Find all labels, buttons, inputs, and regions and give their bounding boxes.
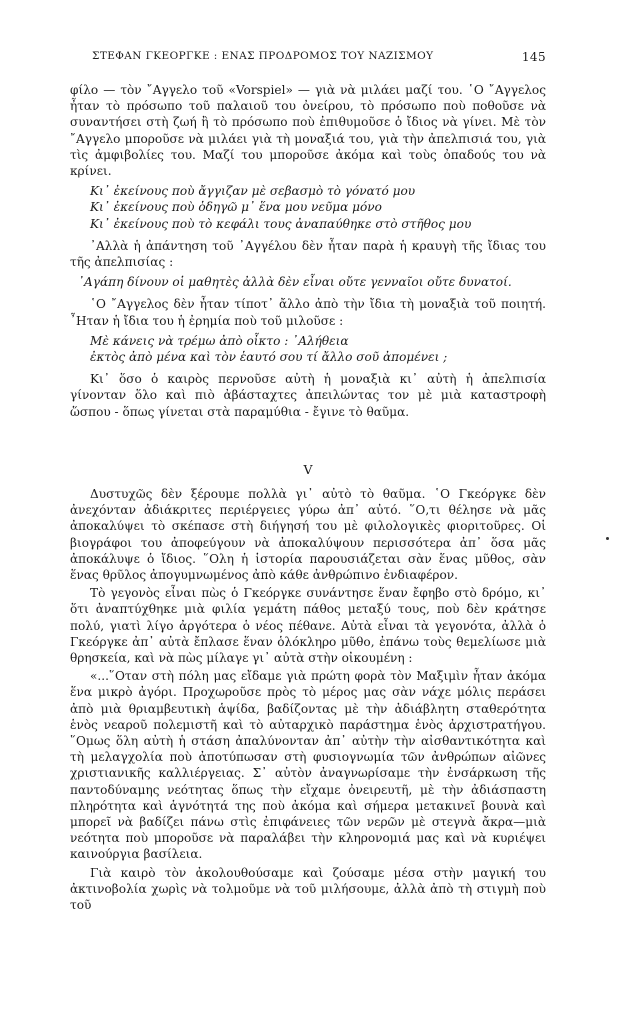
- verse-line: ἐκτὸς ἀπὸ μένα καὶ τὸν ἑαυτό σου τί ἄλλο σοῦ ἀπομένει ;: [90, 350, 448, 365]
- verse-line: Μὲ κάνεις νὰ τρέμω ἀπὸ οἶκτο : ᾿Αλήθεια: [90, 333, 349, 348]
- paragraph-2: ᾿Αλλὰ ἡ ἀπάντηση τοῦ ᾿Αγγέλου δὲν ἦταν παρὰ ἡ κραυγὴ τῆς ἴδιας του τῆς ἀπελπισίας :: [70, 238, 546, 270]
- paragraph-1: φίλο — τὸν ῎Αγγελο τοῦ «Vorspiel» — γιὰ νὰ μιλάει μαζί του. ῾Ο ῎Αγγελος ἦταν τὸ πρόσωπο τοῦ παλαιοῦ του ὀνείρου, τὸ πρόσωπο ποὺ ποθοῦσε νὰ συναντήσει στὴ ζωή ἢ τὸ πρόσωπο ποὺ ἐπιθυμοῦσε ὁ ἴδιος νὰ γίνει. Μὲ τὸν ῎Αγγελο μποροῦσε νὰ μιλάει γιὰ τὴ μοναξιά του, γιὰ τὴν ἀπελπισιά του, γιὰ τὶς ἀμφιβολίες του. Μαζί του μποροῦσε ἀκόμα καὶ τοὺς ὀπαδούς του νὰ κρίνει.: [70, 83, 546, 179]
- paragraph-8: Γιὰ καιρὸ τὸν ἀκολουθούσαμε καὶ ζούσαμε μέσα στὴν μαγική του ἀκτινοβολία χωρὶς νὰ τολμοῦμε νὰ τοῦ μιλήσουμε, ἀλλὰ ἀπὸ τὴ στιγμὴ ποὺ τοῦ: [70, 865, 546, 913]
- paragraph-4: Κι᾿ ὅσο ὁ καιρὸς περνοῦσε αὐτὴ ἡ μοναξιὰ κι᾿ αὐτὴ ἡ ἀπελπισία γίνονταν ὅλο καὶ πιὸ ἀβάσταχτες ἀπειλώντας τον μὲ μιὰ καταστροφὴ ὥσπου - ὅπως γίνεται στὰ παραμύθια - ἔγινε τὸ θαῦμα.: [70, 372, 546, 419]
- text-block-2: [70, 486, 546, 915]
- paragraph-7: «...῞Οταν στὴ πόλη μας εἴδαμε γιὰ πρώτη φορὰ τὸν Μαξιμὶν ἦταν ἀκόμα ἕνα μικρὸ ἀγόρι. Προχωροῦσε πρὸς τὸ μέρος μας σὰν νάχε μόλις περάσει ἀπὸ μιὰ θριαμβευτικὴ ἁψίδα, βαδίζοντας μὲ τὴν ἀδιάβλητη σταθερότητα ἑνὸς νεαροῦ πολεμιστῆ καὶ τὸ αὐταρχικὸ παράστημα ἑνὸς ἀρχιστρατήγου. ῞Ομως ὅλη αὐτὴ ἡ στάση ἀπαλύνονταν ἀπ᾿ αὐτὴν τὴν αἰσθαντικότητα καὶ τὴ μελαγχολία ποὺ ἀποτύπωσαν στὴ φυσιογνωμία τῶν ἀνθρώπων αἰῶνες χριστιανικῆς καλλιέργειας. Σ᾿ αὐτὸν ἀναγνωρίσαμε τὴν ἐνσάρκωση τῆς παντοδύναμης νεότητας ὅπως τὴν εἴχαμε ὀνειρευτῆ, μὲ τὴν ἀδιάσπαστη πληρότητα καὶ ἁγνότητά της ποὺ ἀκόμα καὶ σήμερα μετακινεῖ βουνὰ καὶ μπορεῖ νὰ βαδίζει πάνω στὶς ἐπιφάνειες τῶν νερῶν μὲ στεγνὰ ἄκρα—μιὰ νεότητα ποὺ μποροῦσε νὰ παραλάβει τὴν κληρονομιά μας καὶ νὰ κυριέψει καινούργια βασίλεια.: [70, 669, 546, 862]
- margin-speck: [606, 537, 609, 540]
- quote-line: ᾿Αγάπη δίνουν οἱ μαθητὲς ἀλλὰ δὲν εἶναι οὔτε γενναῖοι οὔτε δυνατοί.: [78, 275, 512, 290]
- paragraph-5: Δυστυχῶς δὲν ξέρουμε πολλὰ γι᾿ αὐτὸ τὸ θαῦμα. ῾Ο Γκεόργκε δὲν ἀνεχόνταν ἀδιάκριτες περιέργειες γύρω ἀπ᾿ αὐτό. ῞Ο,τι θέλησε νὰ μᾶς ἀποκαλύψει τὸ σκέπασε στὴ διήγησή του μὲ φιλολογικὲς φιοριτοῦρες. Οἱ βιογράφοι του ἀποφεύγουν νὰ ἀποκαλύψουν περισσότερα ἀπ᾿ ὅσα μᾶς ἀποκάλυψε ὁ ἴδιος. ῞Ολη ἡ ἱστορία παρουσιάζεται σὰν ἕνας μῦθος, σὰν ἕνας θρῦλος ἀπογυμνωμένος ἀπὸ κάθε ἀνθρώπινο ἐνδιαφέρον.: [70, 487, 546, 583]
- verse-line: Κι᾿ ἐκείνους ποὺ ὁδηγῶ μ᾿ ἕνα μου νεῦμα μόνο: [90, 200, 382, 215]
- verse-block-2: [90, 333, 546, 365]
- paragraph-3: ῾Ο ῎Αγγελος δὲν ἦταν τίποτ᾿ ἄλλο ἀπὸ τὴν ἴδια τὴ μοναξιὰ τοῦ ποιητή. ῏Ηταν ἡ ἴδια του ἡ ἐρημία ποὺ τοῦ μιλοῦσε :: [70, 297, 546, 328]
- page-number: 145: [521, 50, 546, 64]
- paragraph-6: Τὸ γεγονὸς εἶναι πὼς ὁ Γκεόργκε συνάντησε ἕναν ἔφηβο στὸ δρόμο, κι᾿ ὅτι ἀναπτύχθηκε μιὰ φιλία γεμάτη πάθος μεταξύ τους, ποὺ δὲν κράτησε πολύ, γιατὶ λίγο ἀργότερα ὁ νέος πέθανε. Αὐτὰ εἶναι τὰ γεγονότα, ἀλλὰ ὁ Γκεόργκε ἀπ᾿ αὐτὰ ἔπλασε ἕναν ὁλόκληρο μῦθο, ἐπάνω τοὺς θεμελίωσε μιὰ θρησκεία, καὶ νὰ πὼς μίλαγε γι᾿ αὐτὰ στὴν οἰκουμένη :: [70, 586, 546, 666]
- verse-line: Κι᾿ ἐκείνους ποὺ τὸ κεφάλι τους ἀναπαύθηκε στὸ στῆθος μου: [90, 216, 472, 231]
- running-title: ΣΤΕΦΑΝ ΓΚΕΟΡΓΚΕ : ΕΝΑΣ ΠΡΟΔΡΟΜΟΣ ΤΟΥ ΝΑΖΙΣΜΟΥ: [92, 50, 434, 62]
- running-header: [92, 50, 546, 66]
- text-block-1: [70, 82, 546, 422]
- verse-line: Κι᾿ ἐκείνους ποὺ ἄγγιζαν μὲ σεβασμὸ τὸ γόνατό μου: [90, 184, 416, 199]
- section-heading: V: [303, 462, 313, 477]
- verse-block-1: [90, 183, 546, 232]
